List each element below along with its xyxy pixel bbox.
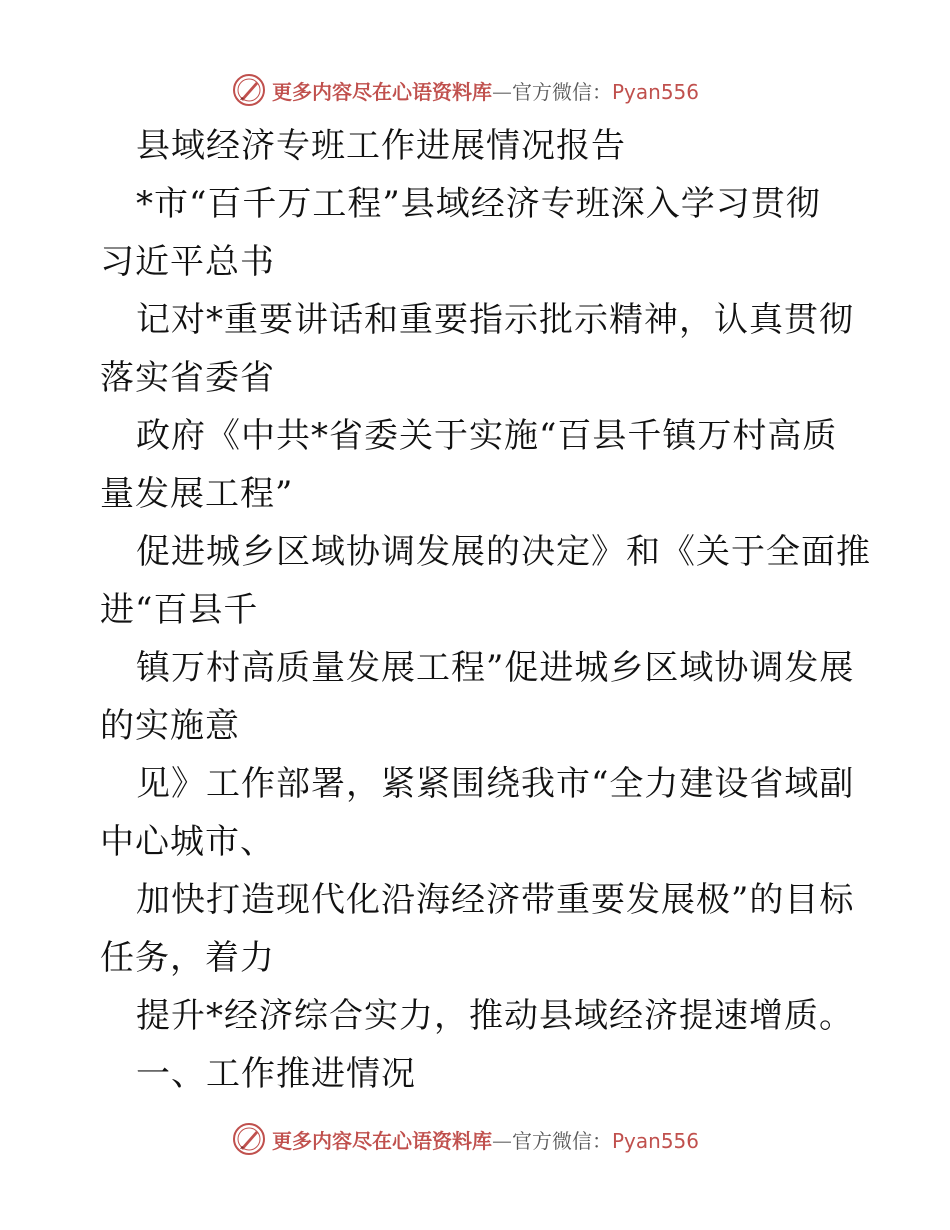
quill-logo-icon [232,1122,266,1156]
document-line: 的实施意 [100,706,240,746]
document-line: 加快打造现代化沿海经济带重要发展极”的目标 [136,880,855,920]
section-heading: 一、工作推进情况 [136,1054,416,1094]
banner-wechat-label: 官方微信： [512,79,612,104]
document-line: 促进城乡区域协调发展的决定》和《关于全面推 [136,532,871,572]
document-line: 进“百县千 [100,590,259,630]
banner-text [272,76,699,105]
footer-banner [232,1121,752,1157]
document-line: 落实省委省 [100,358,275,398]
banner-text [272,1125,699,1154]
document-line: 习近平总书 [100,242,275,282]
document-line: *市“百千万工程”县域经济专班深入学习贯彻 [136,184,821,224]
banner-slogan: 更多内容尽在心语资料库 [272,1128,492,1153]
document-line: 见》工作部署，紧紧围绕我市“全力建设省域副 [136,764,855,804]
banner-wechat-label: 官方微信： [512,1128,612,1153]
document-line: 中心城市、 [100,822,275,862]
document-line: 记对*重要讲话和重要指示批示精神，认真贯彻 [136,300,854,340]
banner-dash: — [492,79,512,104]
banner-account: Pyan556 [612,79,700,104]
document-line: 量发展工程” [100,474,294,514]
header-banner [232,72,752,108]
banner-account: Pyan556 [612,1128,700,1153]
banner-slogan: 更多内容尽在心语资料库 [272,79,492,104]
document-title: 县域经济专班工作进展情况报告 [136,126,626,166]
document-line: 任务，着力 [100,938,275,978]
document-line: 提升*经济综合实力，推动县域经济提速增质。 [136,996,854,1036]
document-line: 政府《中共*省委关于实施“百县千镇万村高质 [136,416,838,456]
banner-dash: — [492,1128,512,1153]
document-line: 镇万村高质量发展工程”促进城乡区域协调发展 [136,648,855,688]
quill-logo-icon [232,73,266,107]
